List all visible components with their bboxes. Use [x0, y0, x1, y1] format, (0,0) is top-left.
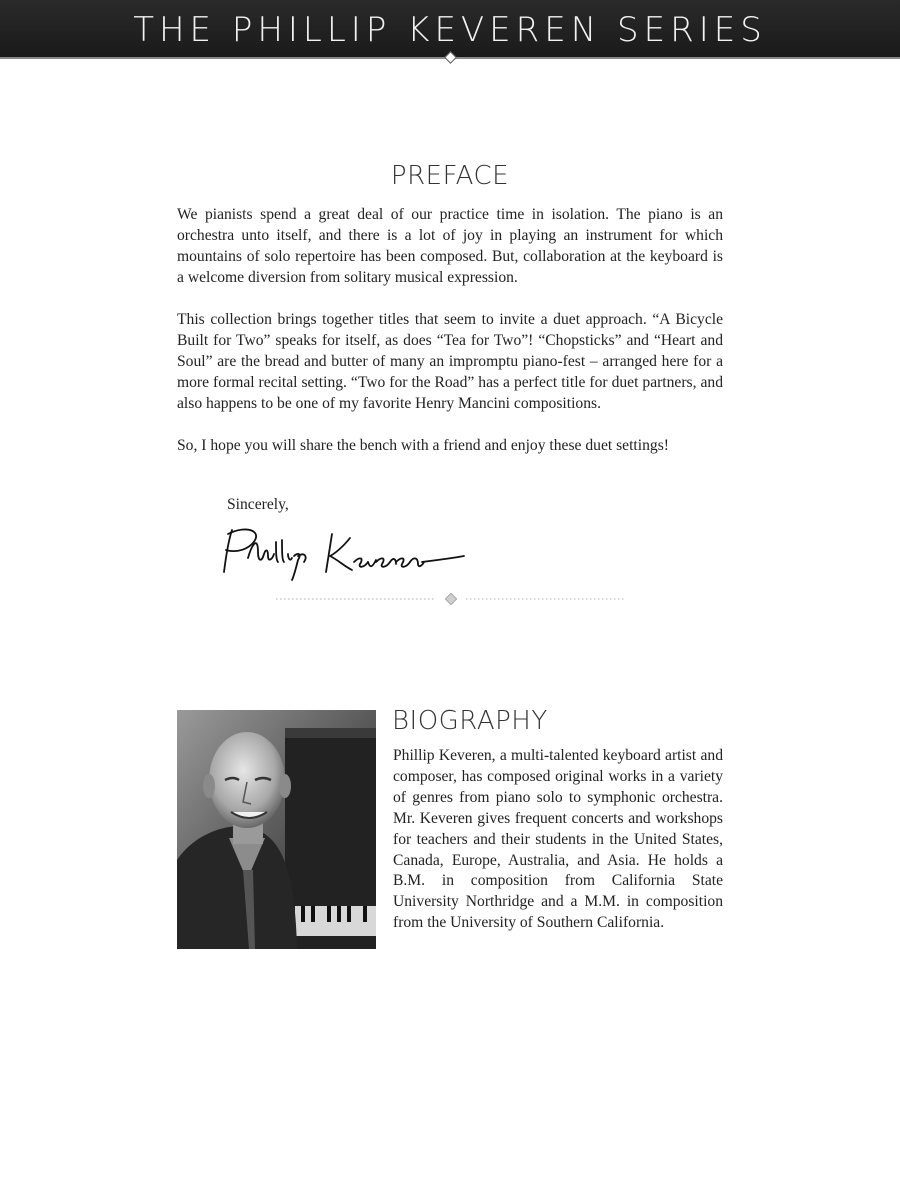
- signature-image: [218, 522, 468, 582]
- preface-paragraph: So, I hope you will share the bench with a friend and enjoy these duet settings!: [177, 437, 669, 454]
- preface-heading: PREFACE: [390, 161, 510, 191]
- biography-heading: BIOGRAPHY: [392, 706, 548, 736]
- biography-photo: [177, 710, 376, 949]
- series-title: THE PHILLIP KEVEREN SERIES: [133, 10, 767, 50]
- preface-body: [177, 204, 723, 477]
- biography-paragraph: Phillip Keveren, a multi-talented keyboard artist and composer, has composed original works in a variety of genres from piano solo to symphonic orchestra. Mr. Keveren gives frequent concerts and workshops for teachers and their students in the United States, Canada, Europe, Australia, and Asia. He holds a B.M. in composition from California State University Northridge and a M.M. in composition from the University of Southern California.: [393, 747, 723, 932]
- closing-salutation: Sincerely,: [227, 496, 289, 513]
- biography-body: [393, 746, 723, 934]
- preface-paragraph: We pianists spend a great deal of our practice time in isolation. The piano is an orchestra unto itself, and there is a lot of joy in playing an instrument for which mountains of solo repertoire has been composed. But, collaboration at the keyboard is a welcome diversion from solitary musical expression.: [177, 206, 723, 286]
- preface-paragraph: This collection brings together titles that seem to invite a duet approach. “A Bicycle Built for Two” speaks for itself, as does “Tea for Two”! “Chopsticks” and “Heart and Soul” are the bread and butter of many an impromptu piano-fest – arranged here for a more formal recital setting. “Two for the Road” has a perfect title for duet partners, and also happens to be one of my favorite Henry Mancini compositions.: [177, 311, 723, 412]
- ornament-divider: [276, 592, 626, 606]
